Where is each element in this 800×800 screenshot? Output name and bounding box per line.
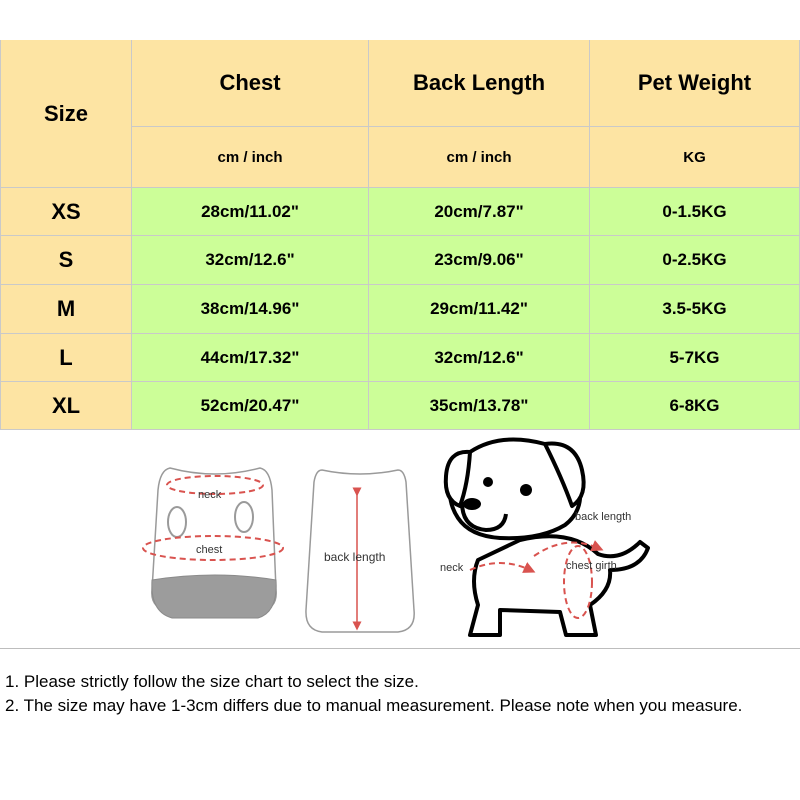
- back-length-label: back length: [324, 550, 386, 564]
- back-length-unit: cm / inch: [369, 127, 590, 188]
- size-chart-table: [0, 40, 800, 430]
- dog-chest-girth-label: chest girth: [566, 560, 617, 572]
- size-s: S: [0, 236, 132, 285]
- back-s: 23cm/9.06": [369, 236, 590, 285]
- chest-unit: cm / inch: [132, 127, 369, 188]
- notes-divider: [0, 648, 800, 649]
- chest-l: 44cm/17.32": [132, 334, 369, 382]
- weight-xs: 0-1.5KG: [590, 188, 800, 236]
- size-header: Size: [0, 40, 132, 188]
- pet-weight-unit: KG: [590, 127, 800, 188]
- dog-back-length-label: back length: [575, 511, 632, 523]
- size-xl: XL: [0, 382, 132, 430]
- chest-s: 32cm/12.6": [132, 236, 369, 285]
- back-xs: 20cm/7.87": [369, 188, 590, 236]
- note-2: 2. The size may have 1-3cm differs due to manual measurement. Please note when you measure.: [5, 696, 743, 715]
- pet-weight-header: Pet Weight: [590, 40, 800, 127]
- measurement-illustration: [0, 430, 800, 650]
- weight-s: 0-2.5KG: [590, 236, 800, 285]
- size-xs: XS: [0, 188, 132, 236]
- back-l: 32cm/12.6": [369, 334, 590, 382]
- back-xl: 35cm/13.78": [369, 382, 590, 430]
- chest-xs: 28cm/11.02": [132, 188, 369, 236]
- back-length-header: Back Length: [369, 40, 590, 127]
- measurement-drawing: [0, 430, 800, 650]
- weight-m: 3.5-5KG: [590, 285, 800, 334]
- note-1: 1. Please strictly follow the size chart to select the size.: [5, 672, 419, 691]
- dog-figure: [446, 440, 648, 636]
- size-m: M: [0, 285, 132, 334]
- weight-xl: 6-8KG: [590, 382, 800, 430]
- front-neck-label: neck: [198, 489, 222, 501]
- chest-m: 38cm/14.96": [132, 285, 369, 334]
- back-m: 29cm/11.42": [369, 285, 590, 334]
- chest-xl: 52cm/20.47": [132, 382, 369, 430]
- chest-header: Chest: [132, 40, 369, 127]
- weight-l: 5-7KG: [590, 334, 800, 382]
- size-l: L: [0, 334, 132, 382]
- dog-neck-label: neck: [440, 562, 464, 574]
- front-chest-label: chest: [196, 544, 223, 556]
- size-notes: [5, 670, 795, 718]
